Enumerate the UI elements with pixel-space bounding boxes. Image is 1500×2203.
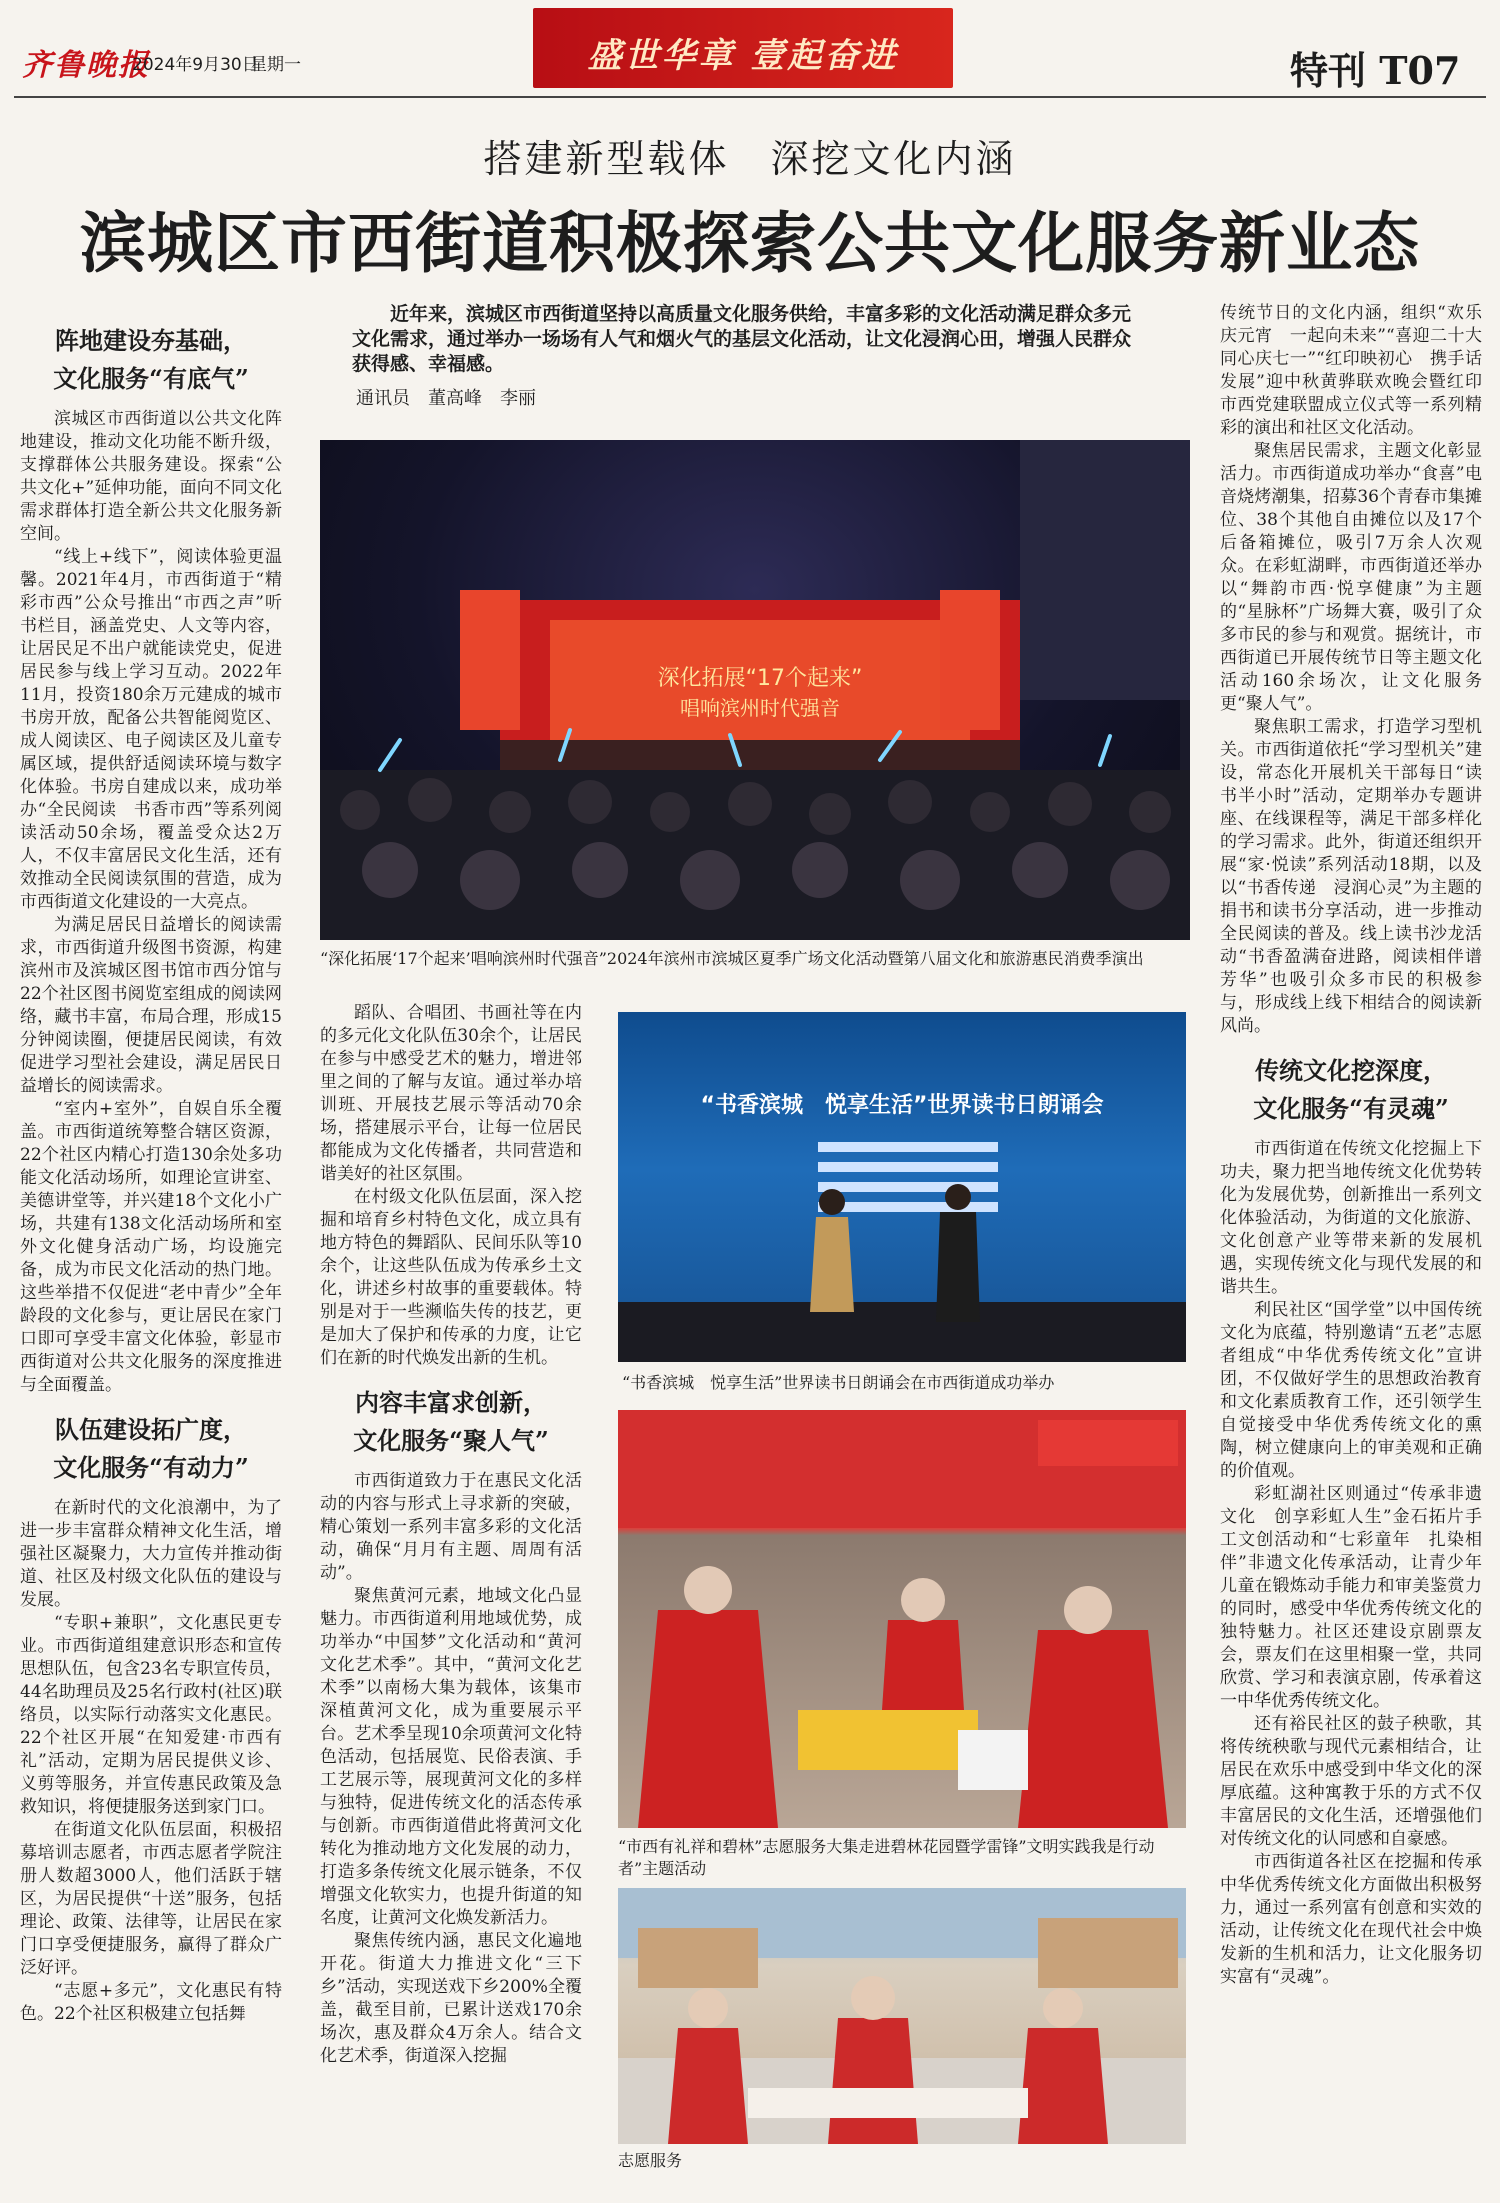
- paragraph: 聚焦居民需求，主题文化彰显活力。市西街道成功举办“食喜”电音烧烤潮集，招募36个青春市集摊位、38个其他自由摊位以及17个后备箱摊位，吸引7万余人次观众。在彩虹湖畔，市西街道还举办以“舞韵市西·悦享健康”为主题的“星脉杯”广场舞大赛，吸引了众多市民的参与和观赏。据统计，市西街道已开展传统节日等主题文化活动160余场次，让文化服务更“聚人气”。: [1220, 441, 1482, 714]
- paragraph: 在新时代的文化浪潮中，为了进一步丰富群众精神文化生活，增强社区凝聚力，大力宣传并推动街道、社区及村级文化队伍的建设与发展。: [20, 1498, 282, 1610]
- stage-illustration: [320, 440, 1190, 940]
- screen-title: “书香滨城 悦享生活”世界读书日朗诵会: [700, 1093, 1104, 1118]
- paragraph: 蹈队、合唱团、书画社等在内的多元化文化队伍30余个，让居民在参与中感受艺术的魅力，增进邻里之间的了解与友谊。通过举办培训班、开展技艺展示等活动70余场，搭建展示平台，让每一位居民都能成为文化传播者，共同营造和谐美好的社区氛围。: [320, 1003, 582, 1184]
- photo-reading-recital: [618, 1012, 1186, 1362]
- paragraph: 传统节日的文化内涵，组织“欢乐庆元宵 一起向未来”“喜迎二十大 同心庆七一”“红印映初心 携手话发展”迎中秋黄骅联欢晚会暨红印市西党建联盟成立仪式等一系列精彩的演出和社区文化活动。: [1220, 303, 1499, 438]
- photo-volunteer-service: [618, 1888, 1186, 2144]
- column-3: [1220, 302, 1499, 2188]
- paragraph: “专职+兼职”，文化惠民更专业。市西街道组建意识形态和宣传思想队伍，包含23名专职宣传员，44名助理员及25名行政村(社区)联络员，以实际行动落实文化惠民。22个社区开展“在知爱建·市西有礼”活动，定期为居民提供义诊、义剪等服务，并宣传惠民政策及急救知识，将便捷服务送到家门口。: [20, 1613, 282, 1817]
- page-section: 特刊 T07: [1290, 48, 1461, 93]
- banner-text: 盛世华章 壹起奋进: [587, 36, 899, 76]
- newspaper-logo: 齐鲁晚报: [22, 48, 150, 83]
- paragraph: 聚焦职工需求，打造学习型机关。市西街道依托“学习型机关”建设，常态化开展机关干部每日“读书半小时”活动，定期举办专题讲座、在线课程等，满足干部多样化的学习需求。此外，街道还组织开展“家·悦读”系列活动18期，以及以“书香传递 浸润心灵”为主题的捐书和读书分享活动，进一步推动全民阅读的普及。线上读书沙龙活动“书香盈满奋进路，阅读相伴谱芳华”也吸引众多市民的积极参与，形成线上线下相结合的阅读新风尚。: [1220, 717, 1482, 1036]
- photo-volunteer-fair: [618, 1410, 1186, 1828]
- photo-caption-volunteer-service: 志愿服务: [618, 2151, 683, 2170]
- photo-caption-recital: “书香滨城 悦享生活”世界读书日朗诵会在市西街道成功举办: [622, 1373, 1055, 1392]
- paragraph: “志愿+多元”，文化惠民有特色。22个社区积极建立包括舞: [20, 1981, 282, 2024]
- paragraph: 在街道文化队伍层面，积极招募培训志愿者，市西志愿者学院注册人数超3000人，他们活跃于辖区，为居民提供“十送”服务，包括理论、政策、法律等，让居民在家门口享受便捷服务，赢得了群众广泛好评。: [20, 1820, 282, 1978]
- paragraph: 利民社区“国学堂”以中国传统文化为底蕴，特别邀请“五老”志愿者组成“中华优秀传统文化”宣讲团，不仅做好学生的思想政治教育和文化素质教育工作，还引领学生自觉接受中华优秀传统文化的熏陶，树立健康向上的审美观和正确的价值观。: [1220, 1300, 1482, 1481]
- paragraph: 市西街道致力于在惠民文化活动的内容与形式上寻求新的突破，精心策划一系列丰富多彩的文化活动，确保“月月有主题、周周有活动”。: [320, 1471, 582, 1583]
- paragraph: “线上+线下”，阅读体验更温馨。2021年4月，市西街道于“精彩市西”公众号推出“市西之声”听书栏目，涵盖党史、人文等内容，让居民足不出户就能读党史，促进居民参与线上学习互动。2022年11月，投资180余万元建成的城市书房开放，配备公共智能阅览区、成人阅读区、电子阅读区及儿童专属区域，提供舒适阅读环境与数字化体验。书房自建成以来，成功举办“全民阅读 书香市西”等系列阅读活动50余场，覆盖受众达2万人，不仅丰富居民文化生活，还有效推动全民阅读氛围的营造，成为市西街道文化建设的一大亮点。: [20, 547, 282, 912]
- section-heading-content: 内容丰富求创新， 文化服务“聚人气”: [353, 1388, 549, 1455]
- column-1: [20, 308, 282, 2188]
- section-heading-foundation: 阵地建设夯基础， 文化服务“有底气”: [53, 326, 249, 393]
- photo-caption-stage: “深化拓展‘17个起来’唱响滨州时代强音”2024年滨州市滨城区夏季广场文化活动暨第八届文化和旅游惠民消费季演出: [320, 949, 1144, 968]
- article-lead: 近年来，滨城区市西街道坚持以高质量文化服务供给，丰富多彩的文化活动满足群众多元文化需求，通过举办一场场有人气和烟火气的基层文化活动，让文化浸润心田，增强人民群众获得感、幸福感。: [352, 303, 1132, 375]
- paragraph: 在村级文化队伍层面，深入挖掘和培育乡村特色文化，成立具有地方特色的舞蹈队、民间乐队等10余个，让这些队伍成为传承乡土文化，讲述乡村故事的重要载体。特别是对于一些濒临失传的技艺，更是加大了保护和传承的力度，让它们在新的时代焕发出新的生机。: [320, 1187, 582, 1368]
- paragraph: 市西街道在传统文化挖掘上下功夫，聚力把当地传统文化优势转化为发展优势，创新推出一系列文化体验活动，为街道的文化旅游、文化创意产业等带来新的发展机遇，实现传统文化与现代发展的和谐共生。: [1220, 1139, 1482, 1297]
- masthead: [0, 0, 1500, 93]
- article-subtitle: 搭建新型载体 深挖文化内涵: [483, 137, 1017, 181]
- masthead-rule: [14, 96, 1486, 98]
- volunteer-fair-illustration: [618, 1410, 1186, 1828]
- column-2: [320, 1002, 582, 2188]
- issue-weekday: 星期一: [250, 55, 301, 75]
- stage-text-line1: 深化拓展“17个起来”: [657, 666, 863, 691]
- article-byline: 通讯员 董高峰 李丽: [356, 388, 536, 409]
- article-headline: 滨城区市西街道积极探索公共文化服务新业态: [80, 204, 1420, 282]
- paragraph: 市西街道各社区在挖掘和传承中华优秀传统文化方面做出积极努力，通过一系列富有创意和实效的活动，让传统文化在现代社会中焕发新的生机和活力，让文化服务切实富有“灵魂”。: [1220, 1852, 1482, 1987]
- recital-illustration: [618, 1012, 1186, 1362]
- paragraph: 彩虹湖社区则通过“传承非遗文化 创享彩虹人生”金石拓片手工文创活动和“七彩童年 扎染相伴”非遗文化传承活动，让青少年儿童在锻炼动手能力和审美鉴赏力的同时，感受中华优秀传统文化的独特魅力。社区还建设京剧票友会，票友们在这里相聚一堂，共同欣赏、学习和表演京剧，传承着这一中华优秀传统文化。: [1220, 1484, 1482, 1711]
- section-heading-team: 队伍建设拓广度， 文化服务“有动力”: [53, 1415, 249, 1482]
- special-banner: [533, 8, 953, 88]
- paragraph: 还有裕民社区的鼓子秧歌，其将传统秧歌与现代元素相结合，让居民在欢乐中感受到中华文化的深厚底蕴。这种寓教于乐的方式不仅丰富居民的文化生活，还增强他们对传统文化的认同感和自豪感。: [1220, 1714, 1482, 1849]
- section-heading-tradition: 传统文化挖深度， 文化服务“有灵魂”: [1253, 1056, 1449, 1123]
- paragraph: 为满足居民日益增长的阅读需求，市西街道升级图书资源，构建滨州市及滨城区图书馆市西分馆与22个社区图书阅览室组成的阅读网络，藏书丰富，布局合理，形成15分钟阅读圈，便捷居民阅读，有效促进学习型社会建设，满足居民日益增长的阅读需求。: [20, 915, 282, 1096]
- paragraph: “室内+室外”，自娱自乐全覆盖。市西街道统筹整合辖区资源，22个社区内精心打造130余处多功能文化活动场所，如理论宣讲室、美德讲堂等，并兴建18个文化小广场，共建有138文化活动场所和室外文化健身活动广场，均设施完备，成为市民文化活动的热门地。这些举措不仅促进“老中青少”全年龄段的文化参与，更让居民在家门口即可享受丰富文化体验，彰显市西街道对公共文化服务的深度推进与全面覆盖。: [20, 1099, 282, 1395]
- volunteer-service-illustration: [618, 1888, 1186, 2144]
- stage-text-line2: 唱响滨州时代强音: [680, 696, 840, 720]
- issue-date: 2024年9月30日: [132, 55, 259, 75]
- photo-caption-volunteer-fair: “市西有礼祥和碧林”志愿服务大集走进碧林花园暨学雷锋”文明实践我是行动者”主题活动: [618, 1837, 1155, 1878]
- paragraph: 聚焦传统内涵，惠民文化遍地开花。街道大力推进文化“三下乡”活动，实现送戏下乡200%全覆盖，截至目前，已累计送戏170余场次，惠及群众4万余人。结合文化艺术季，街道深入挖掘: [320, 1931, 582, 2066]
- paragraph: 滨城区市西街道以公共文化阵地建设，推动文化功能不断升级，支撑群体公共服务建设。探索“公共文化+”延伸功能，面向不同文化需求群体打造全新公共文化服务新空间。: [20, 409, 282, 544]
- photo-stage-performance: [320, 440, 1190, 940]
- paragraph: 聚焦黄河元素，地域文化凸显魅力。市西街道利用地域优势，成功举办“中国梦”文化活动和“黄河文化艺术季”。其中，“黄河文化艺术季”以南杨大集为载体，该集市深植黄河文化，成为重要展示平台。艺术季呈现10余项黄河文化特色活动，包括展览、民俗表演、手工艺展示等，展现黄河文化的多样与独特，促进传统文化的活态传承与创新。市西街道借此将黄河文化转化为推动地方文化发展的动力，打造多条传统文化展示链条，不仅增强文化软实力，也提升街道的知名度，让黄河文化焕发新活力。: [320, 1586, 582, 1928]
